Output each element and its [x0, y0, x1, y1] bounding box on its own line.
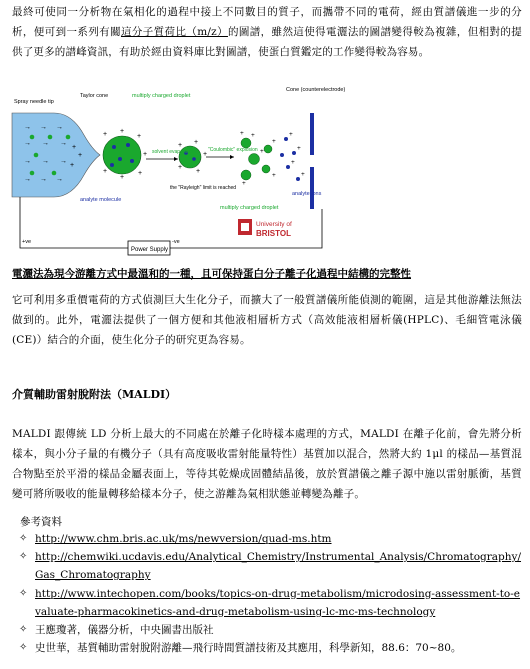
svg-text:+: +: [103, 168, 108, 175]
reference-item: [12, 530, 522, 548]
cone-counterelectrode-top: [310, 113, 314, 155]
circuit-wire: [20, 197, 128, 248]
svg-text:→: →: [40, 176, 47, 183]
svg-text:+: +: [178, 142, 183, 149]
svg-text:→: →: [40, 124, 47, 131]
svg-text:→: →: [56, 176, 63, 183]
svg-text:→: →: [24, 124, 31, 131]
reference-bullet-icon: ✧: [19, 642, 28, 654]
reference-link[interactable]: http://chemwiki.ucdavis.edu/Analytical_Chemistry/Instrumental_Analysis/Chromatography/Gas_Chromatography: [35, 551, 522, 582]
cone-counterelectrode-bottom: [310, 167, 314, 209]
reference-item: [12, 585, 522, 621]
svg-text:+: +: [194, 139, 199, 146]
reference-item: [12, 621, 522, 639]
reference-bullet-icon: ✧: [19, 551, 28, 563]
reference-item: [12, 639, 522, 657]
label-droplet-bottom: multiply charged droplet: [220, 205, 279, 211]
reference-bullet-icon: ✧: [19, 533, 28, 544]
svg-text:+: +: [120, 128, 125, 135]
label-analyte-molecule: analyte molecule: [80, 197, 122, 203]
reference-text: 史世華，基質輔助雷射脫附游離—飛行時間質譜技術及其應用，科學新知，88.6：70~80。: [35, 642, 462, 655]
label-analyte-ions: analyte ions: [292, 191, 322, 197]
reference-item: [12, 548, 522, 584]
reference-link[interactable]: http://www.intechopen.com/books/topics-on-drug-metabolism/microdosing-assessment-to-evaluate-pharmacokinetics-and-drug-metabolism-using-lc-mc-ms-technology: [35, 587, 521, 618]
svg-text:+: +: [70, 162, 75, 169]
reference-text: 王應瓊著，儀器分析，中央圖書出版社: [35, 624, 214, 637]
svg-text:+: +: [242, 180, 246, 187]
svg-text:+: +: [260, 148, 264, 155]
university-of-bristol-logo: [238, 219, 292, 238]
svg-text:BRISTOL: BRISTOL: [256, 229, 291, 238]
svg-text:+: +: [137, 133, 142, 140]
maldi-paragraph: MALDI 跟傳統 LD 分析上最大的不同處在於離子化時樣本處理的方式，MALDI 在離子化前，會先將分析樣本，與小分子量的有機分子（具有高度吸收雷射能量特性）基質加以混合，然將大約 1μl 的樣品—基質混合物點至於平滑的樣品金屬表面上，等待其乾燥成固體結晶後，放於質譜儀之離子源中施以雷射脈衝，基質變可將所吸收的能量轉移給樣本分子，使之游離為氣相狀態並轉變為離子。: [12, 428, 522, 500]
svg-text:→: →: [42, 158, 49, 165]
svg-text:→: →: [24, 158, 31, 165]
svg-text:+: +: [103, 131, 108, 138]
diagram-caption: 電灑法為現今游離方式中最溫和的一種，且可保持蛋白分子離子化過程中結構的完整性: [12, 268, 411, 280]
label-solvent-evaporation: solvent evaporation: [152, 149, 196, 155]
reference-bullet-icon: ✧: [19, 587, 28, 599]
esi-advantages-paragraph: 它可利用多重價電荷的方式偵測巨大生化分子，而擴大了一般質譜儀所能偵測的範圍，這是其他游離法無法做到的。此外，電灑法提供了一個方便和其他液相層析方式（高效能液相層析儀(HPLC)、毛細管電泳儀(CE)）結合的介面，使生化分子的研究更為容易。: [12, 294, 522, 346]
electrospray-diagram: [10, 83, 346, 258]
svg-text:+: +: [240, 130, 244, 137]
exploded-droplets: [241, 138, 272, 180]
svg-text:+: +: [138, 170, 143, 177]
svg-text:+: +: [120, 174, 125, 181]
maldi-heading: 介質輔助雷射脫附法（MALDI）: [12, 388, 177, 401]
label-cone: Cone (counterelectrode): [286, 87, 346, 93]
reference-bullet-icon: ✧: [19, 624, 28, 636]
svg-text:→: →: [60, 140, 67, 147]
label-rayleigh-limit: the "Rayleigh" limit is reached: [170, 185, 237, 191]
svg-text:+: +: [203, 151, 208, 158]
svg-text:+: +: [291, 159, 295, 166]
svg-text:→: →: [60, 158, 67, 165]
analyte-ions: [280, 137, 300, 181]
svg-text:+: +: [297, 145, 301, 152]
svg-text:+: +: [272, 138, 276, 145]
references-list: [12, 530, 522, 657]
intro-underlined-term: 這分子質荷比（m/z）: [120, 26, 228, 38]
svg-text:→: →: [24, 176, 31, 183]
svg-text:→: →: [42, 140, 49, 147]
svg-text:+: +: [78, 152, 83, 159]
svg-text:→: →: [56, 124, 63, 131]
label-coulombic-explosion: "Coulombic" explosion: [208, 147, 258, 153]
svg-text:+: +: [143, 151, 148, 158]
reference-link[interactable]: http://www.chm.bris.ac.uk/ms/newversion/quad-ms.htm: [35, 533, 332, 545]
label-droplet-top: multiply charged droplet: [132, 93, 191, 99]
label-power-supply: Power Supply: [131, 247, 169, 253]
svg-text:+: +: [196, 168, 201, 175]
svg-text:+: +: [72, 144, 77, 151]
svg-text:+: +: [289, 131, 293, 138]
intro-paragraph: [12, 2, 522, 62]
intro-text-after: 的圖譜，雖然這使得電灑法的圖譜變得較為複雜，但相對的提供了更多的譜峰資訊，有助於經由資料庫比對圖譜，使蛋白質鑑定的工作變得較為容易。: [12, 26, 522, 58]
svg-text:+: +: [272, 172, 276, 179]
label-plus-ve: +ve: [22, 239, 32, 245]
multiply-charged-droplet: [103, 136, 141, 174]
references-title: 參考資料: [20, 516, 62, 528]
intro-text-before: 最終可使同一分析物在氣相化的過程中接上不同數目的質子，而攜帶不同的電荷，經由質譜儀進一步的分析，便可到一系列有關: [12, 6, 522, 38]
label-taylor-cone: Taylor cone: [80, 93, 109, 99]
label-spray-needle-tip: Spray needle tip: [14, 99, 54, 105]
svg-text:+: +: [251, 132, 255, 139]
svg-text:+: +: [301, 171, 305, 178]
svg-text:→: →: [24, 140, 31, 147]
label-minus-ve: -ve: [172, 239, 180, 245]
svg-text:University of: University of: [256, 221, 292, 228]
svg-text:+: +: [178, 164, 183, 171]
